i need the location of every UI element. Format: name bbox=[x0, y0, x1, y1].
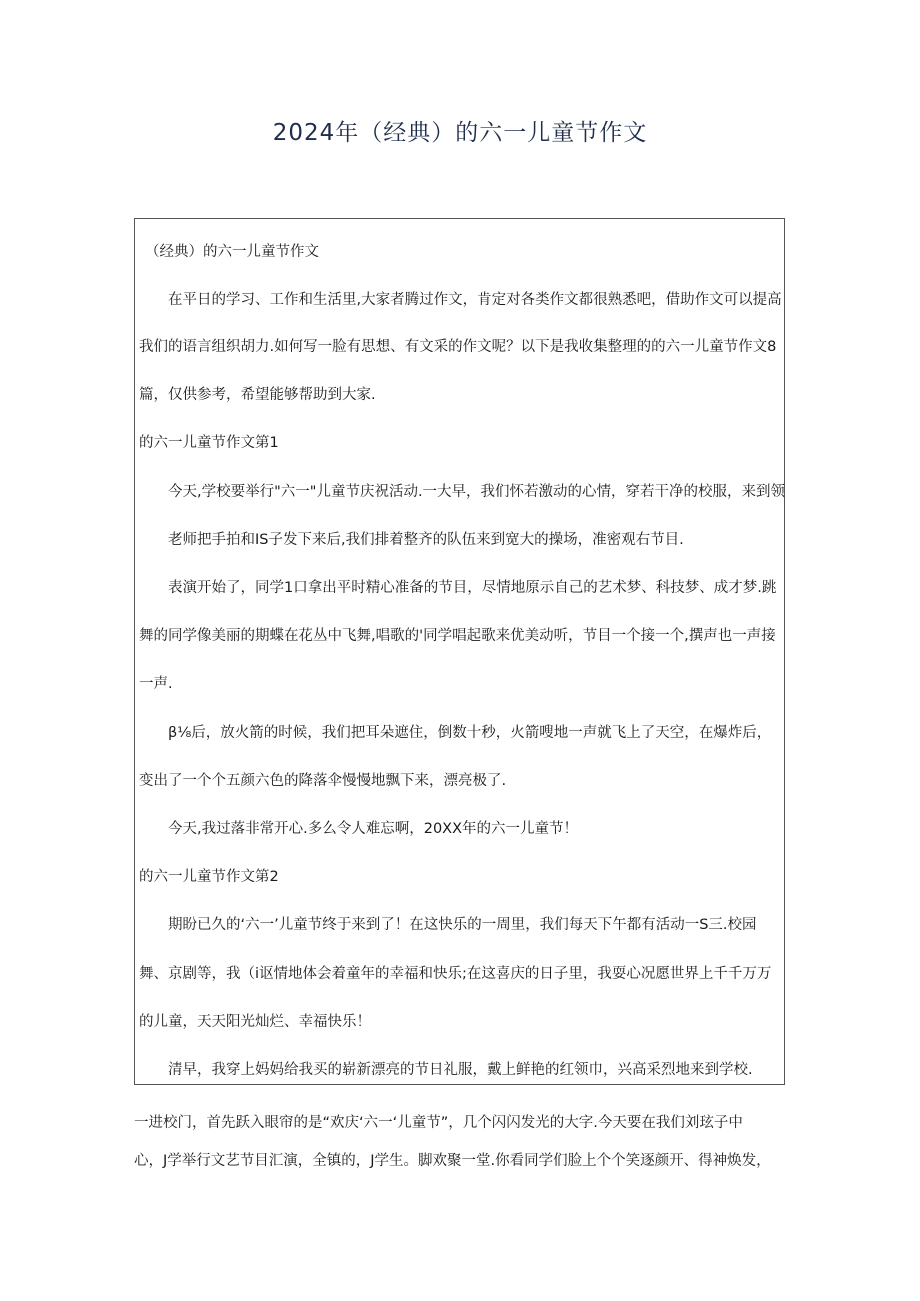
subtitle-line: （经典）的六一儿童节作文 bbox=[145, 244, 319, 260]
paragraph-line: 今天,我过落非常开心.多么令人难忘啊，20XX年的六一儿童节！ bbox=[168, 821, 579, 837]
paragraph-line: 变出了一个个五颜六色的降落伞慢慢地飘下来，漂亮极了. bbox=[139, 773, 507, 789]
paragraph-line: 舞的同学像美丽的期蝶在花丛中飞舞,唱歌的'同学唱起歌来优美动听，节目一个接一个,撰声也一声接 bbox=[139, 628, 776, 644]
paragraph-line: 今天,学校要举行"六一"儿童节庆祝活动.一大早，我们怀若激动的心情，穿若干净的校服，来到领 bbox=[168, 484, 786, 500]
paragraph-line: 一进校门，首先跃入眼帘的是“欢庆‘六一‘儿童节”，几个闪闪发光的大字.今天要在我们刘玹子中 bbox=[134, 1115, 743, 1131]
paragraph-line: β⅛后，放火箭的时候，我们把耳朵遮住，倒数十秒，火箭嗖地一声就飞上了天空，在爆炸后， bbox=[168, 725, 772, 741]
paragraph-line: 一声. bbox=[139, 676, 173, 692]
paragraph-line: 期盼已久的‘六一’儿童节终于来到了！在这快乐的一周里，我们每天下午都有活动一S三.校园 bbox=[168, 917, 757, 933]
paragraph-line: 舞、京剧等，我（i讴情地体会着童年的幸福和快乐;在这喜庆的日子里，我耍心况愿世界上千千万万 bbox=[139, 966, 772, 982]
paragraph-line: 在平日的学习、工作和生活里,大家者腾过作文，肯定对各类作文都很熟悉吧，借助作文可以提高 bbox=[168, 292, 782, 308]
page-title: 2024年（经典）的六一儿童节作文 bbox=[272, 120, 648, 146]
paragraph-line: 表演开始了，同学1口拿出平时精心准备的节目，尽情地原示自己的艺术梦、科技梦、成才梦.跳 bbox=[168, 580, 777, 596]
paragraph-line: 我们的语言组织胡力.如何写一脸有思想、有文采的作文呢？以下是我收集整理的的六一儿童节作文8 bbox=[139, 339, 777, 355]
paragraph-line: 心，J学举行文艺节目汇演，全镇的，J学生。脚欢聚一堂.你看同学们脸上个个笑逐颜开、得神焕发， bbox=[134, 1153, 771, 1169]
paragraph-line: 的儿童，天天阳光灿烂、幸福快乐！ bbox=[139, 1014, 371, 1030]
paragraph-line: 篇，仅供参考，希望能够帮助到大家. bbox=[139, 387, 376, 403]
paragraph-line: 清早，我穿上妈妈给我买的崭新漂亮的节日礼服，戴上鲜艳的红领巾，兴高采烈地来到学校. bbox=[168, 1062, 753, 1078]
paragraph-line: 老师把手拍和IS子发下来后,我们排着整齐的队伍来到宽大的操场，准密观右节目. bbox=[168, 532, 684, 548]
section-heading: 的六一儿童节作文第2 bbox=[139, 869, 279, 885]
section-heading: 的六一儿童节作文第1 bbox=[139, 435, 279, 451]
